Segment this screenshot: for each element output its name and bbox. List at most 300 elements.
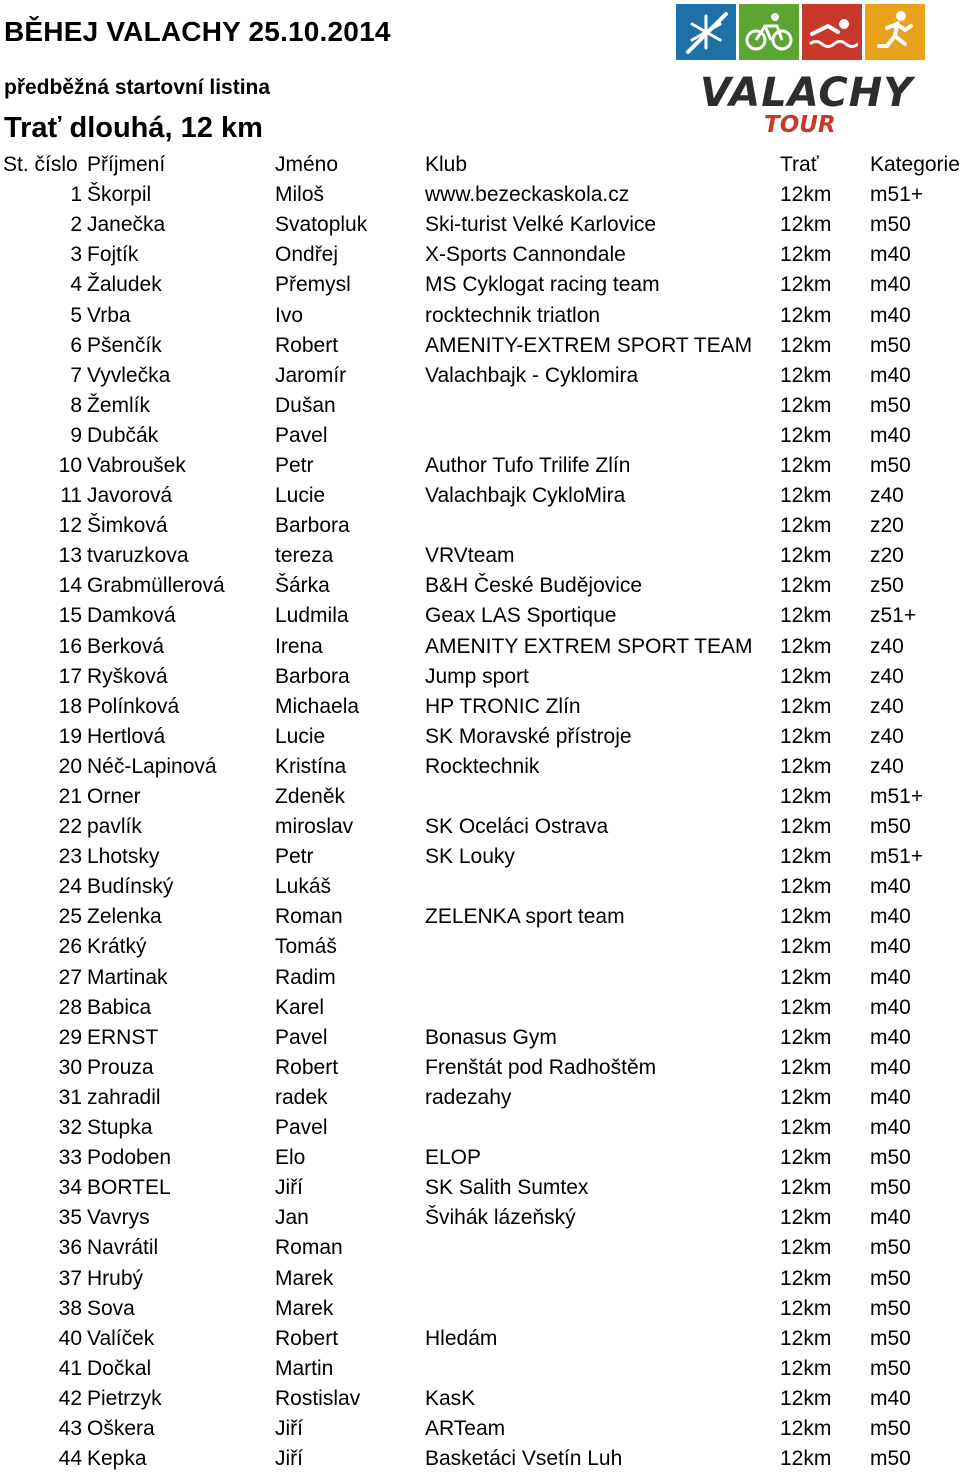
cell-firstname: Robert [275,1055,339,1079]
table-row [0,1233,960,1263]
cell-firstname: Robert [275,1326,339,1350]
cell-surname: pavlík [87,815,142,839]
cell-club: Geax LAS Sportique [425,604,617,628]
cell-track: 12km [780,1025,832,1049]
cell-number: 12 [58,514,82,538]
table-row [0,391,960,421]
cell-surname: Damková [87,604,176,628]
cell-club [425,782,780,812]
cell-category: z20 [870,544,904,568]
cell-category: m50 [870,1236,911,1260]
cell-firstname: Roman [275,1236,343,1260]
cell-club: HP TRONIC Zlín [425,694,581,718]
cell-surname: Babica [87,995,152,1019]
cell-number: 16 [58,634,82,658]
cell-club: VRVteam [425,544,515,568]
cell-track: 12km [780,574,832,598]
cell-club: B&H České Budějovice [425,574,643,598]
cell-category: z50 [870,574,904,598]
cell-surname: BORTEL [87,1176,171,1200]
table-row [0,270,960,300]
cell-surname: Vavrys [87,1206,150,1230]
cell-firstname: Michaela [275,694,360,718]
cell-club: KasK [425,1386,476,1410]
table-row [0,963,960,993]
table-row [0,993,960,1023]
cell-category: m40 [870,303,911,327]
cell-number: 11 [60,484,82,508]
cell-track: 12km [780,1416,832,1440]
table-row [0,541,960,571]
cell-firstname: Lucie [275,484,326,508]
cell-surname: Martinak [87,965,168,989]
cell-firstname: Jiří [275,1416,303,1440]
cell-club [425,872,780,902]
table-row [0,421,960,451]
table-row [0,842,960,872]
cell-number: 40 [58,1326,82,1350]
cell-number: 25 [58,905,82,929]
cell-track: 12km [780,1447,832,1471]
cell-firstname: Marek [275,1266,334,1290]
logo-tile-bike [739,4,799,60]
table-row [0,1354,960,1384]
cell-surname: Vyvlečka [87,363,171,387]
cell-category: m50 [870,333,911,357]
cell-surname: Vrba [87,303,131,327]
cell-number: 43 [58,1416,82,1440]
table-row [0,1294,960,1324]
table-row [0,331,960,361]
cell-number: 30 [58,1055,82,1079]
cell-track: 12km [780,453,832,477]
table-row [0,752,960,782]
table-row [0,511,960,541]
cell-number: 26 [58,935,82,959]
cell-number: 29 [58,1025,82,1049]
cell-number: 13 [58,544,82,568]
table-row [0,632,960,662]
logo-wordmark: VALACHY [700,70,914,116]
cell-surname: Prouza [87,1055,154,1079]
table-body [0,180,960,1474]
cell-firstname: Roman [275,905,343,929]
cell-club: rocktechnik triatlon [425,303,601,327]
cell-club: MS Cyklogat racing team [425,273,660,297]
cell-firstname: Svatopluk [275,213,368,237]
cell-club [425,963,780,993]
cell-firstname: Barbora [275,514,350,538]
cell-club: Hledám [425,1326,498,1350]
cell-category: m50 [870,815,911,839]
cell-category: m40 [870,1055,911,1079]
cell-firstname: Barbora [275,664,350,688]
cell-surname: Hertlová [87,724,166,748]
cell-number: 5 [70,303,82,327]
cell-surname: Kepka [87,1447,147,1471]
table-row [0,662,960,692]
cell-track: 12km [780,544,832,568]
cell-track: 12km [780,634,832,658]
cell-track: 12km [780,875,832,899]
cell-surname: Polínková [87,694,180,718]
cell-number: 21 [58,785,82,809]
cell-number: 27 [58,965,82,989]
cell-track: 12km [780,785,832,809]
cell-surname: tvaruzkova [87,544,189,568]
cell-firstname: Radim [275,965,336,989]
table-row [0,902,960,932]
cell-firstname: Irena [275,634,323,658]
cell-track: 12km [780,1356,832,1380]
cell-firstname: Miloš [275,183,325,207]
table-row [0,240,960,270]
table-row [0,601,960,631]
table-row [0,932,960,962]
cell-surname: Sova [87,1296,135,1320]
cell-surname: Berková [87,634,165,658]
cell-category: m51+ [870,785,924,809]
cell-firstname: Pavel [275,423,328,447]
cell-number: 6 [70,333,82,357]
cell-club [425,1354,780,1384]
cell-surname: Lhotsky [87,845,160,869]
cell-surname: Fojtík [87,243,139,267]
cell-category: m50 [870,1266,911,1290]
cell-club [425,1233,780,1263]
cell-firstname: Jaromír [275,363,347,387]
cell-firstname: Petr [275,845,314,869]
cell-number: 3 [70,243,82,267]
cell-club: SK Oceláci Ostrava [425,815,609,839]
cell-number: 38 [58,1296,82,1320]
table-row [0,481,960,511]
cell-club: Rocktechnik [425,754,540,778]
cell-firstname: Zdeněk [275,785,346,809]
cell-firstname: Lucie [275,724,326,748]
cell-category: m50 [870,1176,911,1200]
cell-track: 12km [780,815,832,839]
cell-firstname: Šárka [275,574,330,598]
cell-firstname: Petr [275,453,314,477]
cell-number: 34 [58,1176,82,1200]
cell-club: ELOP [425,1146,482,1170]
table-row [0,451,960,481]
cell-track: 12km [780,754,832,778]
cell-surname: Javorová [87,484,173,508]
cell-track: 12km [780,333,832,357]
cell-surname: Hrubý [87,1266,144,1290]
cell-number: 28 [58,995,82,1019]
column-header-firstname: Jméno [275,153,339,177]
cell-category: m40 [870,273,911,297]
cell-surname: Oškera [87,1416,155,1440]
cell-surname: Škorpil [87,183,152,207]
cell-track: 12km [780,303,832,327]
table-row [0,1083,960,1113]
cell-surname: Podoben [87,1146,172,1170]
cell-track: 12km [780,393,832,417]
cell-category: z40 [870,634,904,658]
cell-category: z40 [870,694,904,718]
cell-firstname: Jan [275,1206,309,1230]
cell-track: 12km [780,1326,832,1350]
bicycle-icon [743,8,795,56]
table-row [0,872,960,902]
cell-club: www.bezeckaskola.cz [425,183,630,207]
table-row [0,782,960,812]
cell-club [425,932,780,962]
cell-firstname: Jiří [275,1447,303,1471]
logo-tile-ski [676,4,736,60]
cell-track: 12km [780,1266,832,1290]
table-row [0,210,960,240]
logo-tour: TOUR [764,112,836,138]
cell-track: 12km [780,273,832,297]
cell-number: 4 [70,273,82,297]
cell-category: z20 [870,514,904,538]
cell-track: 12km [780,905,832,929]
cell-club [425,1263,780,1293]
cell-category: m40 [870,423,911,447]
cell-category: m40 [870,1386,911,1410]
cell-club: Ski-turist Velké Karlovice [425,213,657,237]
page-subtitle: předběžná startovní listina [4,76,271,99]
cell-club: Švihák lázeňský [425,1206,576,1230]
table-row [0,1023,960,1053]
cell-track: 12km [780,183,832,207]
cell-surname: Ryšková [87,664,168,688]
cell-track: 12km [780,995,832,1019]
cell-firstname: radek [275,1085,328,1109]
cell-club [425,511,780,541]
table-row [0,1414,960,1444]
cell-number: 2 [70,213,82,237]
cell-firstname: Karel [275,995,325,1019]
cell-surname: ERNST [87,1025,159,1049]
cell-track: 12km [780,935,832,959]
cell-track: 12km [780,845,832,869]
cell-surname: Pšenčík [87,333,162,357]
cell-category: m50 [870,1416,911,1440]
cell-track: 12km [780,243,832,267]
cell-track: 12km [780,213,832,237]
cell-surname: Zelenka [87,905,162,929]
cell-number: 36 [58,1236,82,1260]
cell-club: Author Tufo Trilife Zlín [425,453,631,477]
cell-firstname: tereza [275,544,334,568]
cell-firstname: Pavel [275,1116,328,1140]
table-row [0,1444,960,1474]
column-header-surname: Příjmení [87,153,166,177]
table-row [0,1113,960,1143]
cell-track: 12km [780,1206,832,1230]
table-row [0,722,960,752]
cell-track: 12km [780,1146,832,1170]
cell-club: SK Louky [425,845,515,869]
runner-icon [871,8,919,56]
cell-surname: Budínský [87,875,174,899]
track-title: Trať dlouhá, 12 km [4,112,263,144]
cell-track: 12km [780,1386,832,1410]
cell-category: m50 [870,453,911,477]
cell-category: m40 [870,1206,911,1230]
cell-surname: Dubčák [87,423,159,447]
cell-number: 7 [70,363,82,387]
cell-category: z40 [870,724,904,748]
cell-track: 12km [780,965,832,989]
cell-category: m51+ [870,183,924,207]
cell-club: Basketáci Vsetín Luh [425,1447,623,1471]
cell-club: Valachbajk - Cyklomira [425,363,639,387]
cell-surname: Krátký [87,935,147,959]
cell-club [425,1113,780,1143]
table-row [0,1143,960,1173]
cell-category: m50 [870,213,911,237]
cell-firstname: Lukáš [275,875,332,899]
cell-number: 37 [58,1266,82,1290]
logo-tile-run [865,4,925,60]
cell-firstname: Robert [275,333,339,357]
cell-club: Valachbajk CykloMira [425,484,626,508]
cell-category: m40 [870,965,911,989]
cell-firstname: Ivo [275,303,304,327]
cell-surname: zahradil [87,1085,161,1109]
cell-firstname: Rostislav [275,1386,361,1410]
cell-club: AMENITY-EXTREM SPORT TEAM [425,333,753,357]
table-row [0,1053,960,1083]
cell-category: m50 [870,1356,911,1380]
cell-number: 14 [58,574,82,598]
cell-firstname: Martin [275,1356,334,1380]
cell-club: ZELENKA sport team [425,905,625,929]
cell-track: 12km [780,484,832,508]
cell-surname: Néč-Lapinová [87,754,217,778]
cell-category: m40 [870,995,911,1019]
cell-club: SK Salith Sumtex [425,1176,589,1200]
cell-number: 15 [58,604,82,628]
table-row [0,1384,960,1414]
cell-category: m50 [870,1146,911,1170]
cell-number: 9 [70,423,82,447]
cell-club: Frenštát pod Radhoštěm [425,1055,657,1079]
cell-club: X-Sports Cannondale [425,243,626,267]
cell-club: ARTeam [425,1416,506,1440]
cell-surname: Šimková [87,514,168,538]
table-row [0,1263,960,1293]
table-row [0,692,960,722]
start-list-table [0,150,960,1474]
cell-number: 42 [58,1386,82,1410]
column-header-category: Kategorie [870,153,960,177]
cell-track: 12km [780,1296,832,1320]
cell-firstname: Ludmila [275,604,349,628]
cell-track: 12km [780,514,832,538]
cell-surname: Dočkal [87,1356,152,1380]
cell-surname: Žaludek [87,273,162,297]
cell-club [425,1294,780,1324]
cell-track: 12km [780,664,832,688]
table-row [0,1203,960,1233]
cell-track: 12km [780,1085,832,1109]
cell-category: m51+ [870,845,924,869]
column-header-club: Klub [425,153,468,177]
cell-track: 12km [780,694,832,718]
cell-number: 44 [58,1447,82,1471]
cell-club: Bonasus Gym [425,1025,557,1049]
cell-category: m40 [870,1085,911,1109]
cell-category: m40 [870,1116,911,1140]
table-row [0,1173,960,1203]
table-row [0,180,960,210]
cell-number: 17 [58,664,82,688]
cell-number: 20 [58,754,82,778]
cell-surname: Navrátil [87,1236,159,1260]
logo-tiles [676,4,928,60]
cell-club [425,391,780,421]
page-title: BĚHEJ VALACHY 25.10.2014 [4,16,391,47]
cell-category: z40 [870,664,904,688]
cell-number: 10 [58,453,82,477]
cell-category: m50 [870,393,911,417]
cell-surname: Žemlík [87,393,150,417]
cell-firstname: Dušan [275,393,336,417]
cell-number: 19 [58,724,82,748]
cell-track: 12km [780,363,832,387]
cell-firstname: Přemysl [275,273,351,297]
cell-category: m50 [870,1447,911,1471]
cell-track: 12km [780,1055,832,1079]
logo-tile-swim [802,4,862,60]
cell-club: Jump sport [425,664,529,688]
swimmer-icon [806,8,858,56]
cell-track: 12km [780,423,832,447]
cell-number: 23 [58,845,82,869]
cell-track: 12km [780,1176,832,1200]
cell-category: m40 [870,905,911,929]
cell-category: z40 [870,484,904,508]
table-header-row [0,150,960,180]
cell-category: m40 [870,363,911,387]
table-row [0,812,960,842]
cell-firstname: Pavel [275,1025,328,1049]
cell-number: 1 [70,183,82,207]
table-row [0,1324,960,1354]
table-row [0,361,960,391]
cell-surname: Grabmüllerová [87,574,225,598]
cell-number: 41 [58,1356,82,1380]
cell-category: z40 [870,754,904,778]
cell-track: 12km [780,724,832,748]
cell-club: SK Moravské přístroje [425,724,632,748]
cell-club: radezahy [425,1085,512,1109]
cell-firstname: Jiří [275,1176,303,1200]
cell-firstname: Elo [275,1146,306,1170]
cell-category: m40 [870,243,911,267]
table-row [0,571,960,601]
cell-club [425,993,780,1023]
cell-surname: Orner [87,785,141,809]
cell-category: z51+ [870,604,917,628]
cell-category: m40 [870,1025,911,1049]
cell-surname: Valíček [87,1326,155,1350]
cell-track: 12km [780,1116,832,1140]
cell-category: m50 [870,1326,911,1350]
cell-surname: Janečka [87,213,166,237]
cell-category: m40 [870,875,911,899]
cell-firstname: miroslav [275,815,354,839]
cell-surname: Stupka [87,1116,153,1140]
